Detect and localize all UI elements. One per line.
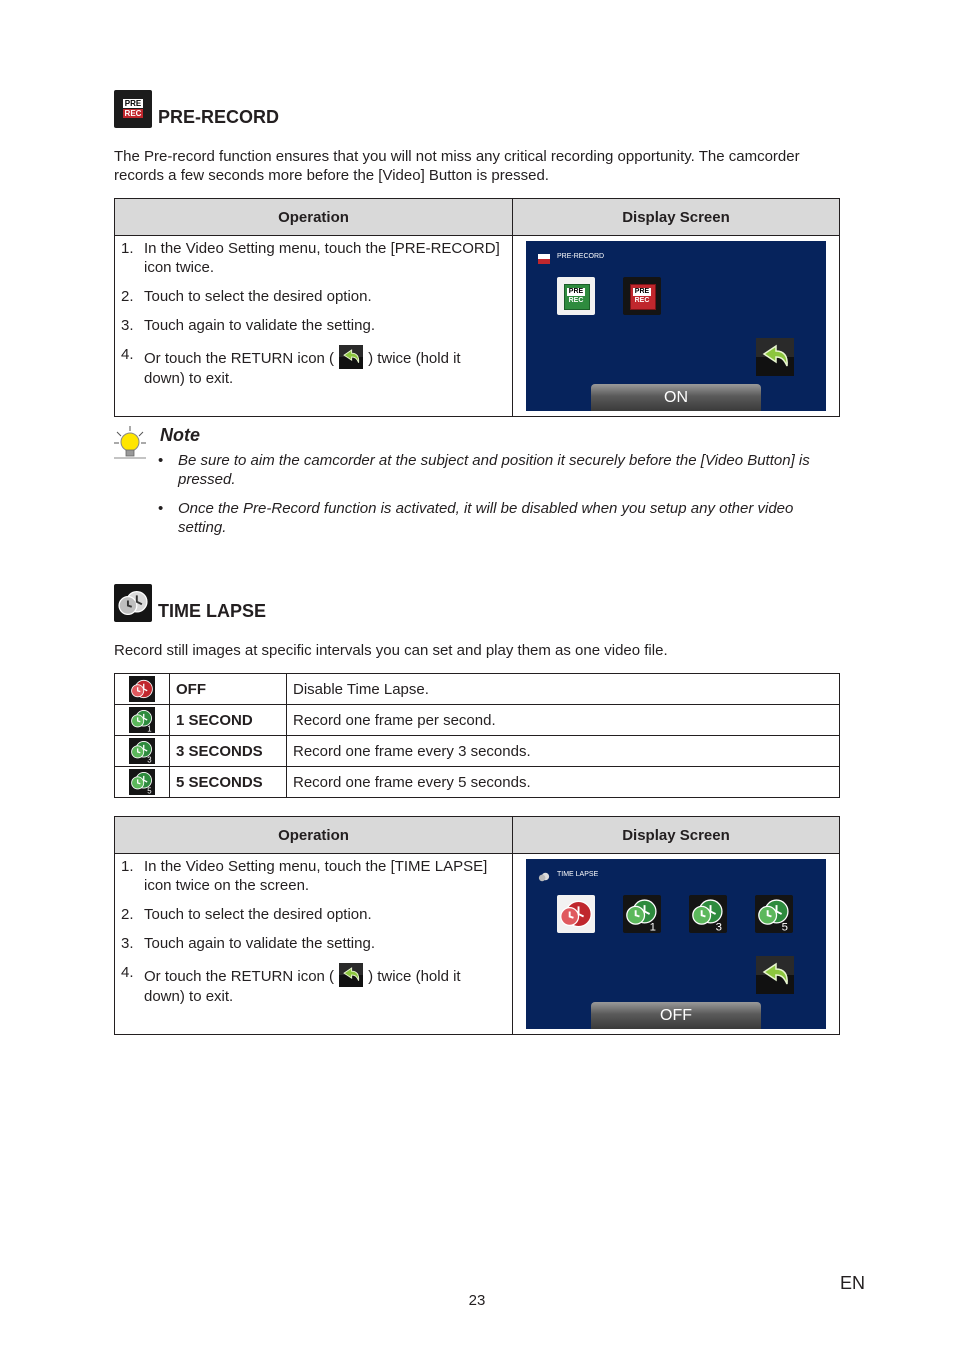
option-description: Disable Time Lapse. <box>287 674 840 705</box>
step-text: Touch to select the desired option. <box>144 906 372 923</box>
time-lapse-heading: TIME LAPSE <box>158 601 267 621</box>
pre-rec-icon-top-label: PRE <box>124 99 142 108</box>
time-lapse-icon <box>114 584 152 622</box>
step-text: ) twice (hold it down) to exit. <box>144 968 461 1005</box>
step-number: 4. <box>121 964 134 981</box>
note-list <box>158 451 840 547</box>
note-lightbulb-icon <box>112 424 148 460</box>
lcd-screen <box>526 859 826 1029</box>
display-screen-header: Display Screen <box>513 199 840 236</box>
operation-steps <box>115 239 512 388</box>
time-lapse-3-option[interactable] <box>689 895 727 933</box>
step-number: 2. <box>121 288 134 305</box>
step-text: Or touch the RETURN icon ( <box>144 968 335 985</box>
pre-record-small-icon <box>536 252 552 266</box>
option-name: 1 SECOND <box>170 705 287 736</box>
lcd-screen <box>526 241 826 411</box>
return-button[interactable] <box>756 956 794 994</box>
step-4 <box>115 963 512 1006</box>
step-number: 1. <box>121 240 134 257</box>
time-lapse-3-icon <box>689 895 727 933</box>
return-icon <box>338 345 364 369</box>
step-number: 3. <box>121 935 134 952</box>
pre-record-operation-table <box>114 198 840 417</box>
pre-record-off-option[interactable] <box>557 277 595 315</box>
interval-badge: 3 <box>147 755 152 764</box>
interval-badge: 5 <box>147 786 152 795</box>
pre-rec-icon-bottom-label: REC <box>124 109 142 118</box>
step-text: Touch again to validate the setting. <box>144 317 375 334</box>
time-lapse-off-option[interactable] <box>557 895 595 933</box>
note-title: Note <box>160 425 200 445</box>
table-row <box>115 705 840 736</box>
return-icon <box>338 963 364 987</box>
time-lapse-operation-table <box>114 816 840 1035</box>
table-row <box>115 736 840 767</box>
time-lapse-5-icon <box>755 895 793 933</box>
option-description: Record one frame per second. <box>287 705 840 736</box>
step-1 <box>115 239 512 277</box>
pre-rec-option-top-label: PRE <box>634 288 650 295</box>
option-description: Record one frame every 5 seconds. <box>287 767 840 798</box>
option-icon-cell <box>115 705 170 736</box>
step-number: 4. <box>121 346 134 363</box>
note-item: • Be sure to aim the camcorder at the subject and position it securely before the [Video Button] is pressed. <box>158 451 840 489</box>
option-description: Record one frame every 3 seconds. <box>287 736 840 767</box>
step-text: Touch to select the desired option. <box>144 288 372 305</box>
option-icon-cell <box>115 767 170 798</box>
pre-rec-option-bottom-label: REC <box>634 297 650 304</box>
step-2 <box>115 287 512 306</box>
time-lapse-small-icon <box>536 870 552 884</box>
operation-steps <box>115 857 512 1006</box>
time-lapse-1-icon <box>623 895 661 933</box>
pre-rec-option-top-label: PRE <box>568 288 584 295</box>
step-text: In the Video Setting menu, touch the [TIME LAPSE] icon twice on the screen. <box>144 858 488 894</box>
step-1 <box>115 857 512 895</box>
interval-badge: 5 <box>781 921 788 933</box>
step-number: 1. <box>121 858 134 875</box>
operation-steps-cell <box>115 854 513 1035</box>
time-lapse-description: Record still images at specific intervals you can set and play them as one video file. <box>114 642 668 659</box>
option-icon-cell <box>115 674 170 705</box>
pre-record-icon <box>114 90 152 128</box>
interval-badge: 3 <box>715 921 722 933</box>
time-lapse-3-icon <box>129 738 155 764</box>
page-number: 23 <box>468 1292 486 1309</box>
display-screen-header: Display Screen <box>513 817 840 854</box>
step-text: Or touch the RETURN icon ( <box>144 350 335 367</box>
display-screen-cell <box>513 854 840 1035</box>
time-lapse-5-option[interactable] <box>755 895 793 933</box>
step-3 <box>115 934 512 953</box>
step-number: 3. <box>121 317 134 334</box>
step-3 <box>115 316 512 335</box>
pre-record-heading: PRE-RECORD <box>158 107 280 127</box>
pre-record-description: The Pre-record function ensures that you will not miss any critical recording opportunity. The camcorder records a few seconds more before the [Video] Button is pressed. <box>114 148 800 184</box>
step-4 <box>115 345 512 388</box>
note-item: • Once the Pre-Record function is activated, it will be disabled when you setup any other video setting. <box>158 499 840 537</box>
step-text: Touch again to validate the setting. <box>144 935 375 952</box>
pre-rec-option-bottom-label: REC <box>568 297 584 304</box>
interval-badge: 1 <box>649 921 656 933</box>
step-number: 2. <box>121 906 134 923</box>
interval-badge: 1 <box>147 724 152 733</box>
time-lapse-1-option[interactable] <box>623 895 661 933</box>
setting-value-bar: ON <box>591 384 761 411</box>
time-lapse-off-icon <box>557 895 595 933</box>
table-row <box>115 767 840 798</box>
time-lapse-1-icon <box>129 707 155 733</box>
time-lapse-off-icon <box>129 676 155 702</box>
step-2 <box>115 905 512 924</box>
display-screen-cell <box>513 236 840 417</box>
option-name: 3 SECONDS <box>170 736 287 767</box>
operation-header: Operation <box>115 199 513 236</box>
step-text: In the Video Setting menu, touch the [PRE-RECORD] icon twice. <box>144 240 500 276</box>
table-row <box>115 674 840 705</box>
time-lapse-options-table <box>114 673 840 798</box>
lcd-title: TIME LAPSE <box>557 871 599 878</box>
time-lapse-5-icon <box>129 769 155 795</box>
option-name: 5 SECONDS <box>170 767 287 798</box>
lcd-title: PRE-RECORD <box>557 253 605 260</box>
pre-record-on-option[interactable] <box>623 277 661 315</box>
setting-value-bar: OFF <box>591 1002 761 1029</box>
operation-header: Operation <box>115 817 513 854</box>
option-icon-cell <box>115 736 170 767</box>
return-button[interactable] <box>756 338 794 376</box>
language-label: EN <box>840 1273 866 1293</box>
operation-steps-cell <box>115 236 513 417</box>
option-name: OFF <box>170 674 287 705</box>
step-text: ) twice (hold it down) to exit. <box>144 350 461 387</box>
